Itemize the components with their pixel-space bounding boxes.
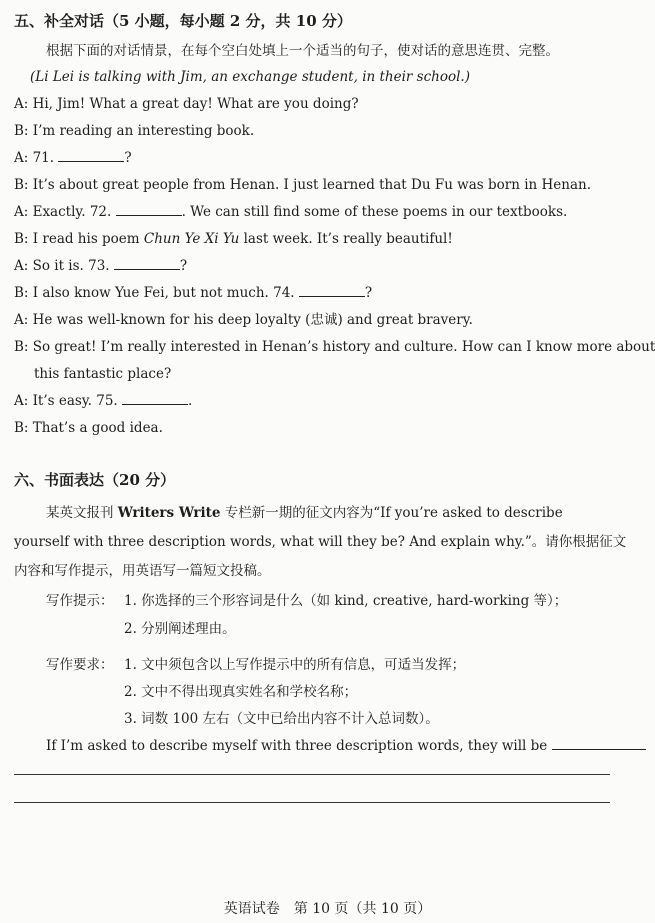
- dialogue-line-13: B: That’s a good idea.: [14, 420, 163, 436]
- writing-hints-label: 写作提示：: [46, 593, 114, 609]
- dialogue-line-4: B: It’s about great people from Henan. I just learned that Du Fu was born in Henan.: [14, 177, 592, 193]
- answer-blank-74[interactable]: [299, 284, 365, 297]
- essay-starter: [46, 737, 646, 755]
- line-5-rest: . We can still find some of these poems in our textbooks.: [181, 204, 568, 220]
- dialogue-line-11: this fantastic place?: [34, 366, 172, 382]
- dialogue-line-5: [14, 203, 567, 221]
- punctuation: ?: [364, 285, 373, 301]
- column-name: Writers Write: [117, 505, 221, 521]
- prompt-line-1: [46, 504, 563, 522]
- dialogue-line-6: [14, 230, 453, 248]
- essay-starter-text: If I’m asked to describe myself with three description words, they will be: [46, 738, 548, 754]
- writing-hint-1: 1. 你选择的三个形容词是什么（如 kind, creative, hard-working 等）；: [124, 593, 568, 609]
- prompt-line-2: yourself with three description words, what will they be? And explain why.”。请你根据征文: [14, 534, 627, 550]
- dialogue-line-1: A: Hi, Jim! What a great day! What are you doing?: [14, 96, 359, 112]
- writing-requirement-2: 2. 文中不得出现真实姓名和学校名称；: [124, 684, 358, 700]
- writing-hint-2: 2. 分别阐述理由。: [124, 621, 236, 637]
- dialogue-line-3: [14, 149, 132, 167]
- answer-blank-75[interactable]: [122, 392, 188, 405]
- essay-starter-blank[interactable]: [552, 737, 646, 750]
- question-71-label: A: 71.: [14, 150, 55, 166]
- prompt-rest: 专栏新一期的征文内容为“If you’re asked to describe: [220, 505, 563, 521]
- dialogue-line-12: [14, 392, 192, 410]
- question-72-label: A: Exactly. 72.: [14, 204, 112, 220]
- answer-blank-71[interactable]: [58, 149, 124, 162]
- dialogue-context: (Li Lei is talking with Jim, an exchange student, in their school.): [30, 69, 470, 85]
- line-6-start: B: I read his poem: [14, 231, 144, 247]
- writing-line-2[interactable]: [14, 802, 610, 803]
- punctuation: ?: [124, 150, 132, 166]
- poem-title: Chun Ye Xi Yu: [143, 231, 240, 247]
- dialogue-line-10: B: So great! I’m really interested in Henan’s history and culture. How can I know more about: [14, 339, 655, 355]
- prompt-line-3: 内容和写作提示，用英语写一篇短文投稿。: [14, 563, 271, 579]
- punctuation: ?: [179, 258, 188, 274]
- prompt-start: 某英文报刊: [46, 505, 118, 521]
- writing-line-1[interactable]: [14, 774, 610, 775]
- dialogue-line-7: [14, 257, 187, 275]
- writing-requirement-1: 1. 文中须包含以上写作提示中的所有信息，可适当发挥；: [124, 657, 466, 673]
- line-6-rest: last week. It’s really beautiful!: [239, 231, 453, 247]
- dialogue-line-9: A: He was well-known for his deep loyalty (忠诚) and great bravery.: [14, 312, 473, 328]
- dialogue-line-2: B: I’m reading an interesting book.: [14, 123, 255, 139]
- writing-requirement-3: 3. 词数 100 左右（文中已给出内容不计入总词数）。: [124, 711, 439, 727]
- section-6-title: 六、书面表达（20 分）: [14, 471, 176, 489]
- punctuation: .: [188, 393, 193, 409]
- page-footer: 英语试卷 第 10 页（共 10 页）: [223, 901, 432, 917]
- question-74-label: B: I also know Yue Fei, but not much. 74.: [14, 285, 295, 301]
- writing-requirements-label: 写作要求：: [46, 657, 114, 673]
- question-75-label: A: It’s easy. 75.: [14, 393, 118, 409]
- answer-blank-72[interactable]: [116, 203, 182, 216]
- section-5-instruction: 根据下面的对话情景，在每个空白处填上一个适当的句子，使对话的意思连贯、完整。: [46, 43, 559, 59]
- dialogue-line-8: [14, 284, 372, 302]
- answer-blank-73[interactable]: [114, 257, 180, 270]
- section-5-title: 五、补全对话（5 小题，每小题 2 分，共 10 分）: [14, 12, 352, 30]
- question-73-label: A: So it is. 73.: [14, 258, 110, 274]
